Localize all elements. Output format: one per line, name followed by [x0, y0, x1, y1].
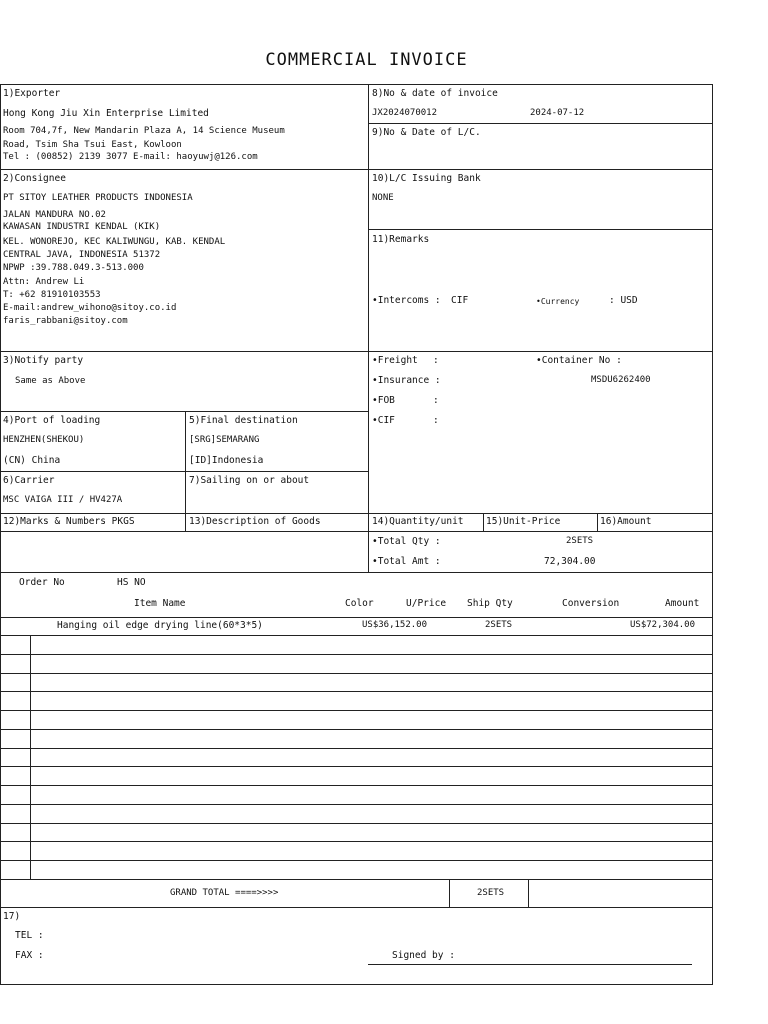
divider-v-main — [368, 84, 369, 513]
item-row-line — [0, 654, 713, 655]
divider-h — [0, 572, 713, 573]
item-row-line — [0, 804, 713, 805]
fob-label: •FOB — [372, 395, 395, 406]
divider-h — [368, 123, 713, 124]
divider-v-ports — [185, 411, 186, 513]
currency-value: : USD — [609, 295, 638, 306]
port-loading-label: 4)Port of loading — [3, 415, 101, 426]
consignee-line: KAWASAN INDUSTRI KENDAL (KIK) — [3, 222, 161, 232]
item-row-line — [0, 635, 713, 636]
items-grid-top — [0, 617, 713, 618]
item-index-column-divider — [30, 635, 31, 879]
final-destination-label: 5)Final destination — [189, 415, 298, 426]
consignee-line: KEL. WONOREJO, KEC KALIWUNGU, KAB. KENDAL — [3, 237, 226, 247]
item-row-line — [0, 785, 713, 786]
amount-header: 16)Amount — [600, 516, 652, 527]
divider-h — [0, 471, 368, 472]
port-loading-country: (CN) China — [3, 455, 61, 466]
grand-total-label: GRAND TOTAL ====>>>> — [170, 888, 279, 898]
final-destination-country: [ID]Indonesia — [189, 455, 264, 466]
divider-h — [0, 169, 713, 170]
divider-v-grand-total — [449, 879, 450, 907]
marks-header: 12)Marks & Numbers PKGS — [3, 516, 135, 527]
exporter-address-line: Room 704,7f, New Mandarin Plaza A, 14 Science Museum — [3, 126, 285, 136]
divider-v-goods-3 — [483, 513, 484, 531]
invoice-date: 2024-07-12 — [530, 108, 585, 118]
consignee-line: CENTRAL JAVA, INDONESIA 51372 — [3, 250, 161, 260]
consignee-label: 2)Consignee — [3, 173, 66, 184]
item-row-line — [0, 710, 713, 711]
divider-v-goods-4 — [597, 513, 598, 531]
consignee-email: E-mail:andrew_wihono@sitoy.co.id — [3, 303, 177, 313]
unit-price-header: 15)Unit-Price — [486, 516, 561, 527]
item-row-line — [0, 860, 713, 861]
item-name: Hanging oil edge drying line(60*3*5) — [57, 620, 263, 631]
lc-bank-label: 10)L/C Issuing Bank — [372, 173, 481, 184]
notify-value: Same as Above — [15, 376, 86, 386]
cif-colon: : — [433, 415, 439, 426]
freight-colon: : — [433, 355, 439, 366]
grand-total-qty: 2SETS — [477, 888, 505, 898]
divider-v-goods-2 — [368, 513, 369, 572]
consignee-line: Attn: Andrew Li — [3, 277, 85, 287]
item-row-line — [0, 691, 713, 692]
color-header: Color — [345, 598, 374, 609]
divider-h — [0, 513, 713, 514]
fax-label: FAX : — [15, 950, 44, 961]
lc-label: 9)No & Date of L/C. — [372, 127, 481, 138]
item-row-line — [0, 748, 713, 749]
invoice-number: JX2024070012 — [372, 108, 438, 118]
document-title: COMMERCIAL INVOICE — [265, 50, 468, 70]
conversion-header: Conversion — [562, 598, 620, 609]
consignee-line: T: +62 81910103553 — [3, 290, 101, 300]
notify-label: 3)Notify party — [3, 355, 84, 366]
signed-by-label: Signed by : — [392, 950, 455, 961]
divider-h-footer — [0, 907, 713, 908]
freight-label: •Freight — [372, 355, 418, 366]
divider-h — [0, 411, 368, 412]
description-header: 13)Description of Goods — [189, 516, 321, 527]
tel-label: TEL : — [15, 930, 44, 941]
currency-label: •Currency — [536, 297, 580, 306]
container-label: •Container No : — [536, 355, 622, 366]
item-ship-qty: 2SETS — [485, 620, 513, 630]
item-row-line — [0, 823, 713, 824]
carrier-value: MSC VAIGA III / HV427A — [3, 495, 123, 505]
consignee-line: JALAN MANDURA NO.02 — [3, 210, 106, 220]
carrier-label: 6)Carrier — [3, 475, 55, 486]
divider-h-grand-total — [0, 879, 713, 880]
divider-v-goods-1 — [185, 513, 186, 531]
item-amount: US$72,304.00 — [630, 620, 696, 630]
u-price-header: U/Price — [406, 598, 447, 609]
item-row-line — [0, 673, 713, 674]
intercoms-value: CIF — [451, 295, 469, 306]
item-row-line — [0, 729, 713, 730]
intercoms-label: •Intercoms : — [372, 295, 441, 306]
ship-qty-header: Ship Qty — [467, 598, 513, 609]
hs-no-header: HS NO — [117, 577, 146, 588]
footer-label: 17) — [3, 911, 21, 922]
sailing-label: 7)Sailing on or about — [189, 475, 310, 486]
total-amt-label: •Total Amt : — [372, 556, 441, 567]
quantity-header: 14)Quantity/unit — [372, 516, 464, 527]
item-row-line — [0, 841, 713, 842]
port-loading-line: HENZHEN(SHEKOU) — [3, 435, 85, 445]
divider-h — [0, 531, 713, 532]
remarks-label: 11)Remarks — [372, 234, 430, 245]
divider-h — [368, 229, 713, 230]
exporter-address-line: Road, Tsim Sha Tsui East, Kowloon — [3, 140, 182, 150]
exporter-contact-line: Tel : (00852) 2139 3077 E-mail: haoyuwj@126.com — [3, 152, 258, 162]
order-no-header: Order No — [19, 577, 65, 588]
divider-v-grand-total — [528, 879, 529, 907]
item-name-header: Item Name — [134, 598, 186, 609]
item-u-price: US$36,152.00 — [362, 620, 428, 630]
total-qty-value: 2SETS — [566, 536, 594, 546]
total-amt-value: 72,304.00 — [544, 556, 596, 567]
exporter-name: Hong Kong Jiu Xin Enterprise Limited — [3, 108, 209, 119]
fob-colon: : — [433, 395, 439, 406]
cif-label: •CIF — [372, 415, 395, 426]
invoice-frame — [0, 84, 713, 985]
divider-h — [0, 351, 713, 352]
container-value: MSDU6262400 — [591, 375, 651, 385]
invoice-label: 8)No & date of invoice — [372, 88, 498, 99]
consignee-name: PT SITOY LEATHER PRODUCTS INDONESIA — [3, 193, 193, 203]
lc-bank-value: NONE — [372, 193, 394, 203]
consignee-email: faris_rabbani@sitoy.com — [3, 316, 128, 326]
insurance-label: •Insurance : — [372, 375, 441, 386]
amount-col-header: Amount — [665, 598, 700, 609]
consignee-line: NPWP :39.788.049.3-513.000 — [3, 263, 144, 273]
total-qty-label: •Total Qty : — [372, 536, 441, 547]
final-destination-line: [SRG]SEMARANG — [189, 435, 260, 445]
item-row-line — [0, 766, 713, 767]
exporter-label: 1)Exporter — [3, 88, 61, 99]
signature-line — [368, 964, 692, 965]
